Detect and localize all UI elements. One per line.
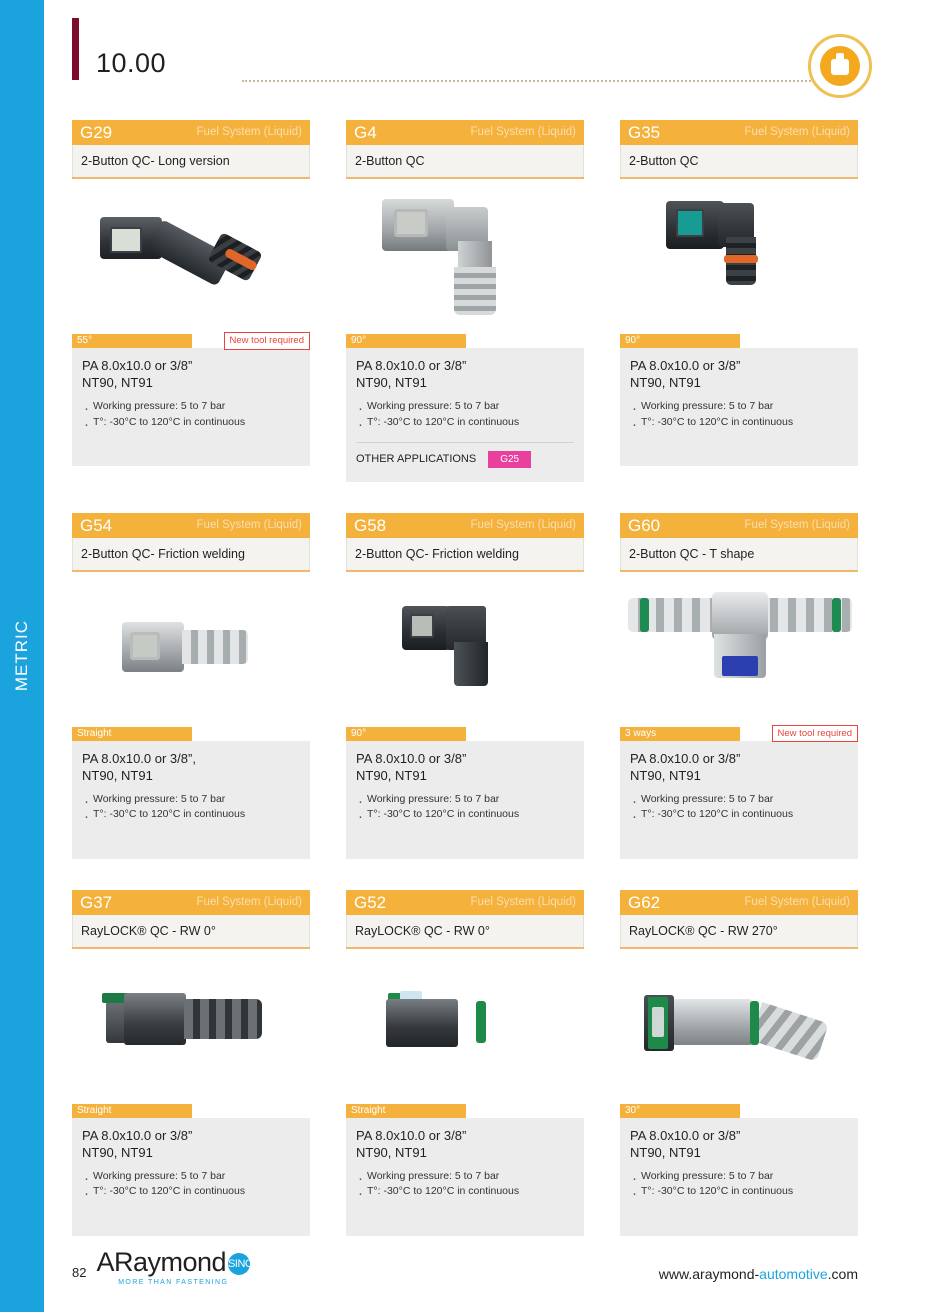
spec-material xyxy=(82,750,300,784)
page-title: 10.00 xyxy=(96,48,167,78)
page-footer xyxy=(72,1249,858,1286)
spec-material-line1: PA 8.0x10.0 or 3/8”, xyxy=(82,750,196,766)
card-header xyxy=(620,120,858,145)
spec-material-line1: PA 8.0x10.0 or 3/8” xyxy=(82,1127,193,1143)
spec-material xyxy=(356,750,574,784)
side-rail-label xyxy=(0,0,44,1312)
spec-bullet-pressure: · Working pressure: 5 to 7 bar xyxy=(630,792,848,807)
card-header xyxy=(346,890,584,915)
product-specs xyxy=(620,741,858,859)
product-image-g37 xyxy=(72,949,310,1104)
angle-row xyxy=(346,334,584,348)
product-code: G54 xyxy=(80,515,113,535)
product-code: G4 xyxy=(354,123,377,142)
brand-logo-badge-icon: SINCE xyxy=(228,1253,250,1275)
side-rail xyxy=(0,0,44,1312)
product-image-g60 xyxy=(620,572,858,727)
page-number: 82 xyxy=(72,1265,87,1280)
connector-barb-shape xyxy=(456,1003,544,1041)
product-specs xyxy=(620,1118,858,1236)
header-dotted-rule xyxy=(242,80,862,82)
camera-badge-icon xyxy=(808,34,872,98)
angle-tag: 30° xyxy=(620,1104,740,1118)
product-system: Fuel System (Liquid) xyxy=(470,895,576,908)
product-row xyxy=(72,890,858,1236)
product-title: 2-Button QC- Friction welding xyxy=(346,538,584,570)
product-specs xyxy=(620,348,858,466)
spec-material-line2: NT90, NT91 xyxy=(630,767,701,783)
product-card-g52[interactable] xyxy=(346,890,584,1236)
spec-bullet-temperature: · T°: -30°C to 120°C in continuous xyxy=(356,415,574,430)
spec-material-line1: PA 8.0x10.0 or 3/8” xyxy=(630,358,741,373)
angle-tag: Straight xyxy=(346,1104,466,1118)
spec-material xyxy=(630,750,848,784)
product-image-g52 xyxy=(346,949,584,1104)
product-title: RayLOCK® QC - RW 270° xyxy=(620,915,858,947)
spec-bullets xyxy=(356,399,574,429)
spec-bullet-temperature: · T°: -30°C to 120°C in continuous xyxy=(82,807,300,822)
spec-bullet-pressure: · Working pressure: 5 to 7 bar xyxy=(356,1169,574,1184)
card-header xyxy=(72,120,310,145)
connector-window-shape xyxy=(110,227,142,253)
card-header xyxy=(72,890,310,915)
other-applications xyxy=(356,442,574,468)
connector-barb-shape xyxy=(750,1002,829,1062)
spec-material xyxy=(630,1127,848,1161)
spec-bullet-temperature: · T°: -30°C to 120°C in continuous xyxy=(630,1184,848,1199)
connector-barb-shape xyxy=(184,999,262,1039)
spec-material-line2: NT90, NT91 xyxy=(630,375,701,391)
product-title: 2-Button QC - T shape xyxy=(620,538,858,570)
spec-bullet-pressure: · Working pressure: 5 to 7 bar xyxy=(356,792,574,807)
footer-url-accent: automotive xyxy=(759,1266,828,1282)
product-code: G60 xyxy=(628,515,661,535)
product-image-g58 xyxy=(346,572,584,727)
spec-bullets xyxy=(630,792,848,822)
product-card-g58[interactable] xyxy=(346,513,584,859)
brand-logo-name: ARaymond xyxy=(96,1247,227,1277)
spec-material-line1: PA 8.0x10.0 or 3/8” xyxy=(356,750,467,766)
product-code: G52 xyxy=(354,892,387,912)
product-specs xyxy=(72,741,310,859)
spec-bullets xyxy=(82,792,300,822)
product-image-g62 xyxy=(620,949,858,1104)
product-title: 2-Button QC xyxy=(346,145,584,177)
connector-left-oring-shape xyxy=(640,598,649,632)
product-grid xyxy=(72,120,858,1267)
spec-bullets xyxy=(630,399,848,429)
product-system: Fuel System (Liquid) xyxy=(744,125,850,138)
angle-tag: 90° xyxy=(346,727,466,741)
product-image-g35 xyxy=(620,179,858,334)
connector-window-shape xyxy=(722,656,758,676)
spec-bullet-temperature: · T°: -30°C to 120°C in continuous xyxy=(356,807,574,822)
other-applications-chip[interactable]: G25 xyxy=(488,451,531,468)
angle-row xyxy=(620,1104,858,1118)
product-specs xyxy=(72,348,310,466)
footer-url-suffix: .com xyxy=(827,1266,858,1282)
spec-bullets xyxy=(82,399,300,429)
angle-row xyxy=(72,334,310,348)
connector-hub-shape xyxy=(712,592,768,640)
product-card-g62[interactable] xyxy=(620,890,858,1236)
spec-material-line2: NT90, NT91 xyxy=(356,767,427,783)
spec-material-line2: NT90, NT91 xyxy=(356,375,427,391)
product-card-g37[interactable] xyxy=(72,890,310,1236)
card-header xyxy=(346,513,584,538)
spec-material-line2: NT90, NT91 xyxy=(82,375,153,391)
product-card-g4[interactable] xyxy=(346,120,584,482)
spec-material-line2: NT90, NT91 xyxy=(630,1144,701,1160)
product-system: Fuel System (Liquid) xyxy=(470,125,576,138)
product-title: 2-Button QC- Friction welding xyxy=(72,538,310,570)
spec-material xyxy=(82,357,300,391)
spec-material-line1: PA 8.0x10.0 or 3/8” xyxy=(356,1127,467,1143)
product-image-g29 xyxy=(72,179,310,334)
page-header xyxy=(72,18,872,90)
product-system: Fuel System (Liquid) xyxy=(470,518,576,531)
connector-housing-shape xyxy=(124,993,186,1045)
other-applications-label: OTHER APPLICATIONS xyxy=(356,453,477,466)
product-specs xyxy=(72,1118,310,1236)
product-title: 2-Button QC- Long version xyxy=(72,145,310,177)
connector-stem-shape xyxy=(182,630,248,664)
spec-bullet-pressure: · Working pressure: 5 to 7 bar xyxy=(82,792,300,807)
spec-material-line1: PA 8.0x10.0 or 3/8” xyxy=(356,358,467,373)
product-image-g4 xyxy=(346,179,584,334)
side-rail-label-text: METRIC xyxy=(12,620,31,692)
angle-row xyxy=(346,1104,584,1118)
spec-material xyxy=(82,1127,300,1161)
footer-url[interactable] xyxy=(659,1266,858,1286)
spec-material-line2: NT90, NT91 xyxy=(82,767,153,783)
new-tool-badge: New tool required xyxy=(772,725,858,743)
connector-oring-shape xyxy=(724,255,758,263)
spec-bullets xyxy=(630,1169,848,1199)
connector-window-shape xyxy=(652,1007,664,1037)
product-code: G35 xyxy=(628,123,661,142)
spec-bullet-temperature: · T°: -30°C to 120°C in continuous xyxy=(630,807,848,822)
spec-bullet-pressure: · Working pressure: 5 to 7 bar xyxy=(630,1169,848,1184)
angle-tag: Straight xyxy=(72,727,192,741)
connector-window-shape xyxy=(394,209,428,237)
header-accent-bar xyxy=(72,18,79,80)
spec-material-line2: NT90, NT91 xyxy=(82,1144,153,1160)
angle-row xyxy=(72,727,310,741)
spec-bullet-temperature: · T°: -30°C to 120°C in continuous xyxy=(630,415,848,430)
spec-bullet-temperature: · T°: -30°C to 120°C in continuous xyxy=(82,1184,300,1199)
brand-logo-text xyxy=(96,1247,260,1277)
product-card-g60[interactable] xyxy=(620,513,858,859)
spec-material-line1: PA 8.0x10.0 or 3/8” xyxy=(82,358,193,373)
product-system: Fuel System (Liquid) xyxy=(196,895,302,908)
angle-row xyxy=(72,1104,310,1118)
angle-tag: 90° xyxy=(620,334,740,348)
connector-housing-shape xyxy=(386,999,458,1047)
angle-row xyxy=(620,334,858,348)
product-code: G29 xyxy=(80,123,113,142)
spec-bullet-temperature: · T°: -30°C to 120°C in continuous xyxy=(356,1184,574,1199)
connector-window-shape xyxy=(130,632,160,660)
angle-tag: 90° xyxy=(346,334,466,348)
product-card-g54[interactable] xyxy=(72,513,310,859)
product-title: 2-Button QC xyxy=(620,145,858,177)
new-tool-badge: New tool required xyxy=(224,332,310,350)
angle-tag: 3 ways xyxy=(620,727,740,741)
product-system: Fuel System (Liquid) xyxy=(744,895,850,908)
product-card-g29[interactable] xyxy=(72,120,310,482)
spec-bullets xyxy=(356,1169,574,1199)
spec-bullet-pressure: · Working pressure: 5 to 7 bar xyxy=(82,1169,300,1184)
card-header xyxy=(346,120,584,145)
product-code: G62 xyxy=(628,892,661,912)
connector-barb-shape xyxy=(454,267,496,315)
spec-bullet-pressure: · Working pressure: 5 to 7 bar xyxy=(82,399,300,414)
spec-bullet-pressure: · Working pressure: 5 to 7 bar xyxy=(356,399,574,414)
connector-window-shape xyxy=(676,209,704,237)
angle-row xyxy=(620,727,858,741)
product-code: G37 xyxy=(80,892,113,912)
connector-window-shape xyxy=(410,614,434,638)
angle-row xyxy=(346,727,584,741)
card-header xyxy=(72,513,310,538)
product-specs xyxy=(346,348,584,482)
footer-url-prefix: www.araymond- xyxy=(658,1266,760,1282)
brand-logo[interactable] xyxy=(96,1247,260,1286)
product-image-g54 xyxy=(72,572,310,727)
card-header xyxy=(620,890,858,915)
spec-material xyxy=(630,357,848,391)
spec-material xyxy=(356,357,574,391)
spec-material-line2: NT90, NT91 xyxy=(356,1144,427,1160)
spec-bullets xyxy=(82,1169,300,1199)
spec-material-line1: PA 8.0x10.0 or 3/8” xyxy=(630,750,741,766)
angle-tag: 55° xyxy=(72,334,192,348)
product-row xyxy=(72,513,858,859)
spec-bullet-pressure: · Working pressure: 5 to 7 bar xyxy=(630,399,848,414)
product-system: Fuel System (Liquid) xyxy=(196,518,302,531)
product-title: RayLOCK® QC - RW 0° xyxy=(346,915,584,947)
footer-left xyxy=(72,1247,260,1286)
connector-oring-shape xyxy=(750,1001,759,1045)
angle-tag: Straight xyxy=(72,1104,192,1118)
product-row xyxy=(72,120,858,482)
spec-material-line1: PA 8.0x10.0 or 3/8” xyxy=(630,1127,741,1143)
camera-glyph-icon xyxy=(820,46,860,86)
product-title: RayLOCK® QC - RW 0° xyxy=(72,915,310,947)
product-system: Fuel System (Liquid) xyxy=(744,518,850,531)
spec-material xyxy=(356,1127,574,1161)
connector-right-oring-shape xyxy=(832,598,841,632)
spec-bullets xyxy=(356,792,574,822)
spec-bullet-temperature: · T°: -30°C to 120°C in continuous xyxy=(82,415,300,430)
card-header xyxy=(620,513,858,538)
product-system: Fuel System (Liquid) xyxy=(196,125,302,138)
connector-oring-shape xyxy=(476,1001,486,1043)
connector-downpipe-shape xyxy=(454,642,488,686)
product-code: G58 xyxy=(354,515,387,535)
connector-housing-shape xyxy=(672,999,752,1045)
product-specs xyxy=(346,1118,584,1236)
product-specs xyxy=(346,741,584,859)
brand-tagline: MORE THAN FASTENING xyxy=(118,1279,229,1286)
product-card-g35[interactable] xyxy=(620,120,858,482)
connector-head-shape xyxy=(106,1001,124,1043)
